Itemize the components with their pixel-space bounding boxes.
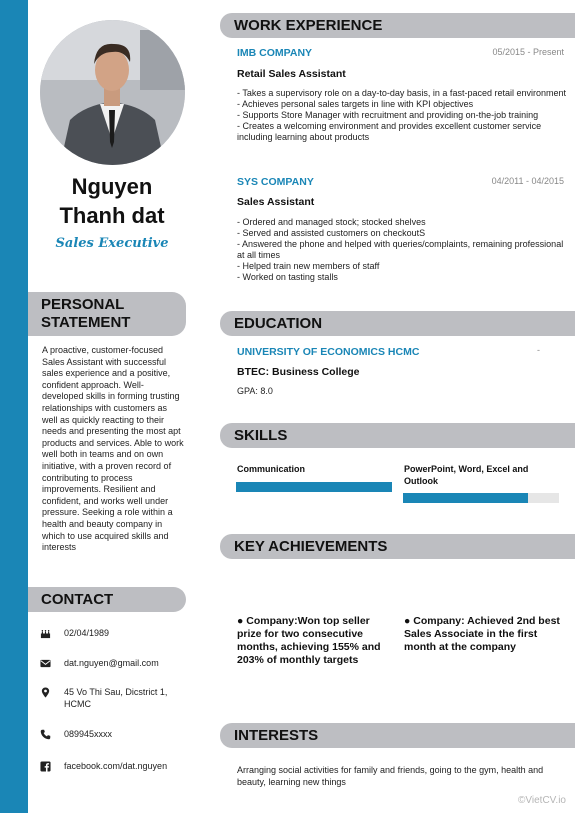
job-1-dates: 05/2015 - Present (492, 47, 564, 57)
job-1-company: IMB COMPANY (237, 47, 313, 59)
contact-email (40, 657, 190, 669)
list-item: - Takes a supervisory role on a day-to-day basis, in a fast-paced retail environment (237, 88, 566, 98)
skill-1-bar (236, 482, 392, 492)
email-value[interactable]: dat.nguyen@gmail.com (64, 658, 159, 668)
person-name (28, 172, 196, 230)
profile-photo (40, 20, 185, 165)
phone-value: 089945xxxx (64, 729, 113, 739)
avatar (40, 20, 185, 165)
personal-statement-header (28, 292, 186, 336)
list-item: - Served and assisted customers on checkoutS (237, 228, 426, 238)
skills-header: SKILLS (220, 423, 575, 448)
skill-2-bar-fill (403, 493, 528, 503)
achievement-2: ● Company: Achieved 2nd best Sales Associate in the first month at the company (404, 615, 560, 653)
skill-1-bar-fill (236, 482, 392, 492)
list-item: - Achieves personal sales targets in line with KPI objectives (237, 99, 474, 109)
address-value: 45 Vo Thi Sau, Dicstrict 1, HCMC (64, 687, 168, 709)
contact-phone (40, 728, 190, 740)
job-role: Sales Executive (55, 236, 169, 251)
job-2-dates: 04/2011 - 04/2015 (491, 176, 564, 186)
phone-icon (40, 728, 64, 740)
map-pin-icon (40, 686, 64, 710)
education-degree: BTEC: Business College (237, 366, 360, 378)
list-item: - Worked on tasting stalls (237, 272, 338, 282)
list-item: - Supports Store Manager with recruitment and providing on-the-job training (237, 110, 539, 120)
skill-2-bar (403, 493, 559, 503)
contact-address (40, 686, 190, 710)
facebook-value[interactable]: facebook.com/dat.nguyen (64, 761, 168, 771)
job-2-position: Sales Assistant (237, 196, 315, 208)
education-school: UNIVERSITY OF ECONOMICS HCMC (237, 346, 420, 358)
work-experience-header: WORK EXPERIENCE (220, 13, 575, 38)
contact-header: CONTACT (28, 587, 186, 612)
facebook-icon (40, 760, 64, 772)
education-dates: - (537, 345, 540, 355)
contact-facebook (40, 760, 190, 772)
envelope-icon (40, 657, 64, 669)
watermark: ©VietCV.io (518, 795, 566, 806)
job-2-company: SYS COMPANY (237, 176, 314, 188)
education-header: EDUCATION (220, 311, 575, 336)
list-item: - Helped train new members of staff (237, 261, 380, 271)
personal-statement-title-line-1: PERSONAL (41, 296, 125, 313)
birthday-value: 02/04/1989 (64, 628, 110, 638)
list-item: - Answered the phone and helped with queries/complaints, remaining professional at all times (237, 239, 564, 260)
skill-1-label: Communication (237, 464, 306, 474)
key-achievements-header: KEY ACHIEVEMENTS (220, 534, 575, 559)
achievement-1: ● Company:Won top seller prize for two consecutive months, achieving 155% and 203% of monthly targets (237, 615, 381, 666)
interests-header: INTERESTS (220, 723, 575, 748)
list-item: - Creates a welcoming environment and provides excellent customer service including learning about products (237, 121, 542, 142)
job-1-position: Retail Sales Assistant (237, 68, 346, 80)
name-line-1: Nguyen (71, 174, 153, 199)
job-2-duties (237, 217, 567, 283)
birthday-cake-icon (40, 627, 64, 639)
interests-text: Arranging social activities for family and friends, going to the gym, health and beauty, learning new things (237, 765, 544, 787)
name-line-2: Thanh dat (59, 203, 165, 228)
contact-birthday (40, 627, 190, 639)
personal-statement-text: A proactive, customer-focused Sales Assistant with successful sales experience and a positive, confident approach. Well-developed skills in forming trusting relationships with customers as well as quickly reacting to their needs and presenting the most apt products and services. Able to work well both in teams and on own initiative, with a proven record of contributing to process improvements. Resilient and confident, and works well under pressure. Seeking a role within a health and beauty company in which to use acquired skills and interests (42, 345, 184, 553)
personal-statement-title-line-2: STATEMENT (41, 314, 131, 331)
side-accent-strip (0, 0, 28, 813)
list-item: - Ordered and managed stock; stocked shelves (237, 217, 426, 227)
job-1-duties (237, 88, 567, 143)
skill-2-label: PowerPoint, Word, Excel and Outlook (404, 464, 529, 486)
education-gpa: GPA: 8.0 (237, 386, 273, 396)
